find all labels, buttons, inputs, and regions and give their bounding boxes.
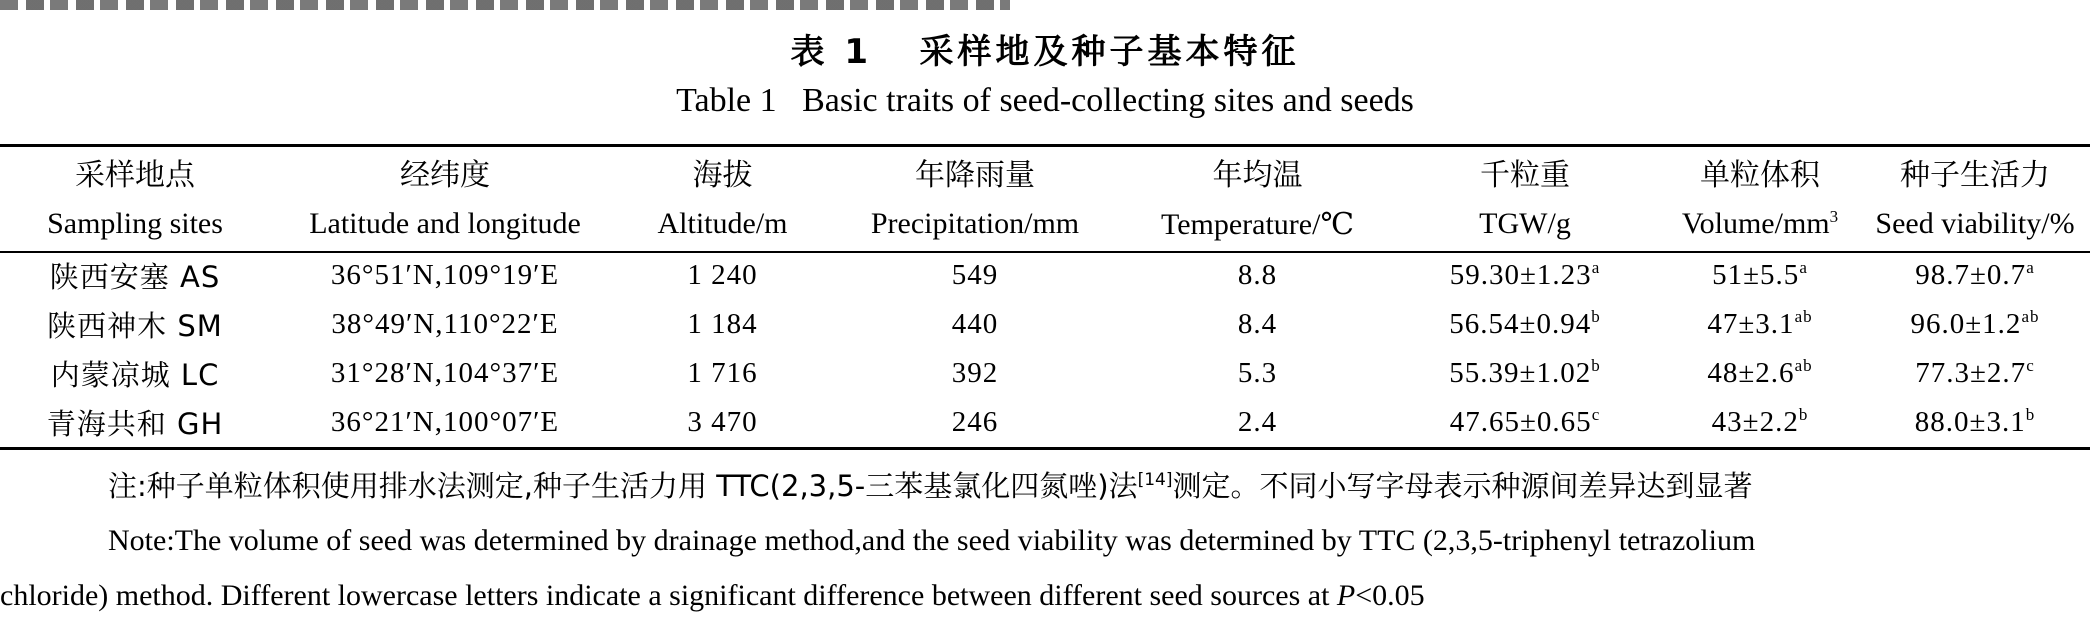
volume-value: 51±5.5 <box>1712 259 1800 291</box>
significance-letter: ab <box>1794 307 1813 326</box>
cell-volume <box>1660 398 1860 447</box>
tgw-value: 47.65±0.65 <box>1449 406 1592 438</box>
cell-viability <box>1860 300 2090 349</box>
cell-temperature: 2.4 <box>1237 406 1278 438</box>
unit-superscript: 3 <box>1829 207 1839 226</box>
table-row <box>0 300 2090 349</box>
table-row <box>0 398 2090 447</box>
citation-ref: [14] <box>1137 470 1173 490</box>
col-header-en <box>1660 197 1860 251</box>
cell-viability <box>1860 398 2090 447</box>
col-header-cn: 采样地点 <box>75 158 195 193</box>
note-en-text: chloride) method. Different lowercase letters indicate a significant difference between different seed sources at <box>0 579 1337 612</box>
cell-precipitation: 440 <box>951 308 999 340</box>
cell-coords: 38°49′N,110°22′E <box>331 308 559 340</box>
p-threshold: <0.05 <box>1355 579 1425 612</box>
note-cn-text: 注:种子单粒体积使用排水法测定,种子生活力用 TTC(2,3,5-三苯基氯化四氮唑)法 <box>108 469 1138 503</box>
seed-traits-table <box>0 147 2090 447</box>
significance-letter: b <box>1591 356 1601 375</box>
header-row-en <box>0 197 2090 251</box>
cell-volume <box>1660 349 1860 398</box>
col-header-cn: 经纬度 <box>400 158 490 193</box>
tgw-value: 59.30±1.23 <box>1449 259 1592 291</box>
col-header-en-text: Volume/mm <box>1681 207 1830 240</box>
table-row <box>0 251 2090 300</box>
volume-value: 47±3.1 <box>1707 308 1795 340</box>
significance-letter: b <box>1798 405 1809 424</box>
cell-volume <box>1660 251 1860 300</box>
table-note-en-line2 <box>0 579 1425 613</box>
col-header-en-text: Latitude and longitude <box>309 207 581 240</box>
cell-altitude: 1 240 <box>687 259 758 291</box>
col-header-en <box>1125 197 1390 251</box>
cell-tgw <box>1390 349 1660 398</box>
tgw-value: 55.39±1.02 <box>1449 357 1592 389</box>
table-bottom-rule <box>0 447 2090 450</box>
col-header-en <box>270 197 620 251</box>
significance-letter: ab <box>1794 356 1813 375</box>
cell-coords: 36°51′N,109°19′E <box>330 259 560 291</box>
col-header-en <box>1860 197 2090 251</box>
significance-letter: b <box>1591 307 1601 326</box>
col-header-cn: 海拔 <box>692 158 753 193</box>
viability-value: 88.0±3.1 <box>1914 406 2026 438</box>
cell-coords: 36°21′N,100°07′E <box>330 406 560 438</box>
significance-letter: c <box>1591 405 1601 424</box>
cell-temperature: 8.8 <box>1237 259 1278 291</box>
cell-viability <box>1860 349 2090 398</box>
cell-temperature: 8.4 <box>1237 308 1278 340</box>
table-note-cn <box>108 464 1752 505</box>
cell-site: 陕西神木 SM <box>47 309 223 343</box>
cell-coords: 31°28′N,104°37′E <box>330 357 560 389</box>
cell-tgw <box>1390 300 1660 349</box>
cell-temperature: 5.3 <box>1237 357 1278 389</box>
volume-value: 48±2.6 <box>1707 357 1795 389</box>
col-header-cn: 千粒重 <box>1480 158 1570 193</box>
significance-letter: ab <box>2021 307 2040 326</box>
table-note-en-line1: Note:The volume of seed was determined by drainage method,and the seed viability was determined by TTC (2,3,5-triphenyl tetrazolium <box>108 524 1756 557</box>
note-cn-text-end: 测定。不同小写字母表示种源间差异达到显著 <box>1172 469 1753 503</box>
cell-viability <box>1860 251 2090 300</box>
cell-precipitation: 549 <box>951 259 999 291</box>
col-header-en <box>0 197 270 251</box>
cell-site: 内蒙凉城 LC <box>50 358 220 392</box>
cell-altitude: 1 716 <box>687 357 758 389</box>
cell-precipitation: 246 <box>951 406 999 438</box>
significance-letter: a <box>1799 258 1808 277</box>
col-header-en-text: TGW/g <box>1479 207 1571 240</box>
viability-value: 98.7±0.7 <box>1915 259 2027 291</box>
col-header-cn: 种子生活力 <box>1900 158 2050 193</box>
cell-tgw <box>1390 398 1660 447</box>
cell-precipitation: 392 <box>951 357 999 389</box>
col-header-en-text: Temperature/℃ <box>1160 207 1355 241</box>
col-header-cn: 年均温 <box>1212 158 1303 193</box>
col-header-en-text: Altitude/m <box>657 207 788 240</box>
header-row-cn <box>0 147 2090 197</box>
significance-letter: a <box>2026 258 2035 277</box>
significance-letter: a <box>1591 258 1601 277</box>
cell-altitude: 1 184 <box>687 308 758 340</box>
col-header-en-text: Precipitation/mm <box>870 207 1080 240</box>
p-symbol: P <box>1336 579 1356 612</box>
significance-letter: b <box>2025 405 2036 424</box>
cell-tgw <box>1390 251 1660 300</box>
cell-altitude: 3 470 <box>687 406 758 438</box>
cell-site: 陕西安塞 AS <box>49 260 221 294</box>
col-header-en <box>1390 197 1660 251</box>
col-header-cn: 单粒体积 <box>1700 158 1820 193</box>
cropped-previous-text-line <box>0 0 1010 10</box>
volume-value: 43±2.2 <box>1711 406 1799 438</box>
tgw-value: 56.54±0.94 <box>1449 308 1592 340</box>
table-row <box>0 349 2090 398</box>
col-header-cn: 年降雨量 <box>915 158 1035 193</box>
viability-value: 77.3±2.7 <box>1915 357 2027 389</box>
col-header-en-text: Sampling sites <box>47 207 223 240</box>
cell-volume <box>1660 300 1860 349</box>
cell-site: 青海共和 GH <box>46 407 224 441</box>
table-title-cn: 表 1 采样地及种子基本特征 <box>790 32 1300 72</box>
col-header-en-text: Seed viability/% <box>1875 207 2075 240</box>
significance-letter: c <box>2026 356 2035 375</box>
col-header-en <box>620 197 825 251</box>
viability-value: 96.0±1.2 <box>1910 308 2022 340</box>
col-header-en <box>825 197 1125 251</box>
table-title-en: Table 1 Basic traits of seed-collecting sites and seeds <box>676 82 1414 119</box>
